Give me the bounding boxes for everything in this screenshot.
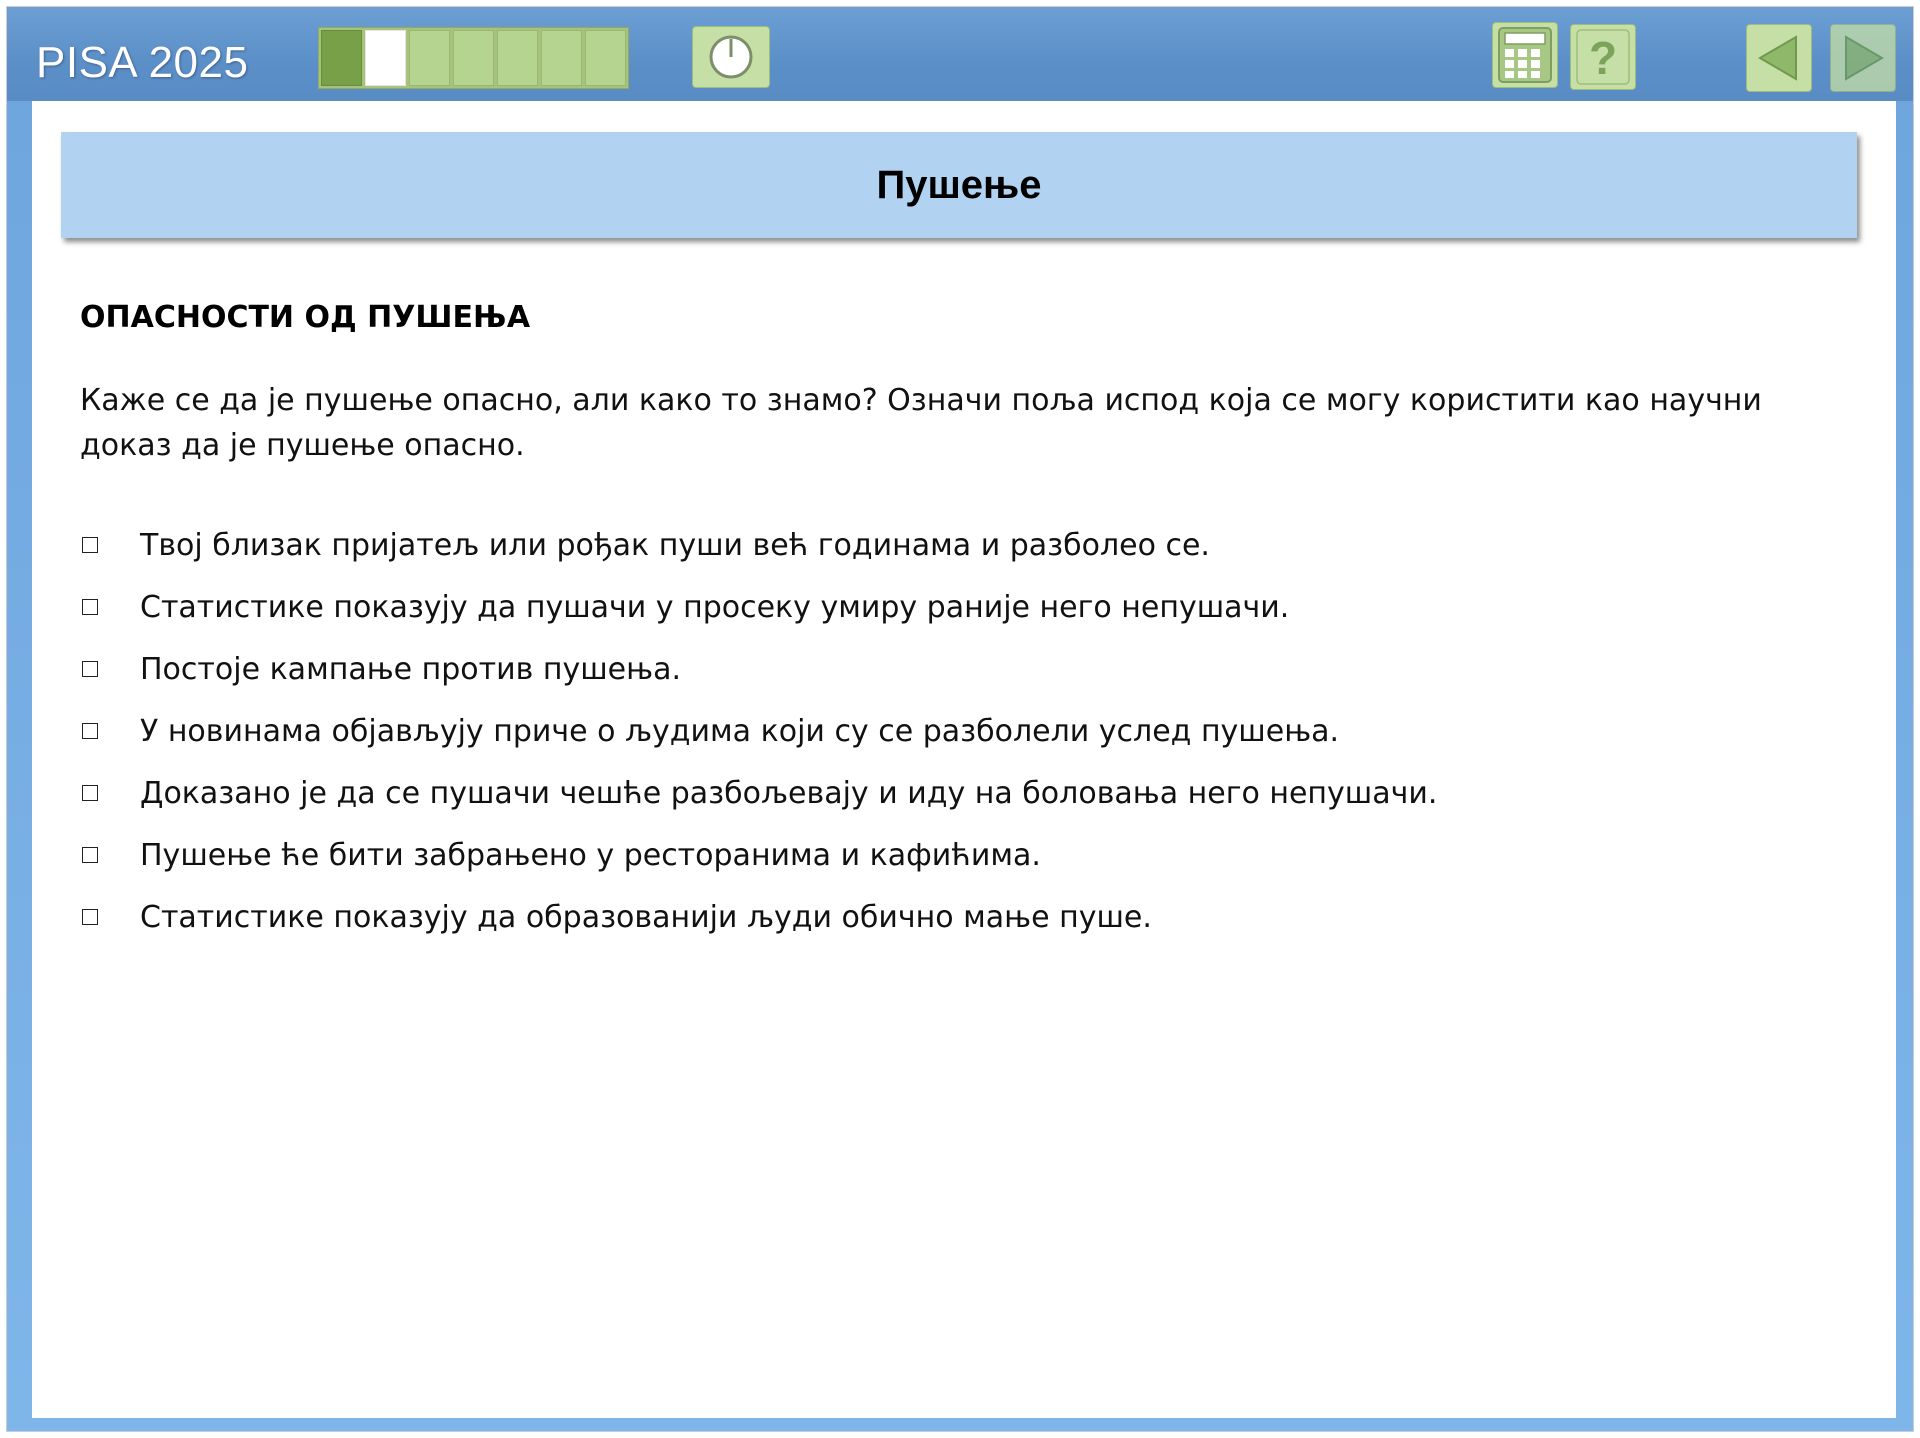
- question-intro: Каже се да је пушење опасно, али како то знамо? Означи поља испод која се могу користити као научни доказ да је пушење опасно.: [80, 383, 1762, 463]
- option-item[interactable]: [80, 638, 1840, 700]
- option-checkbox[interactable]: [82, 537, 98, 553]
- option-item[interactable]: [80, 514, 1840, 576]
- answer-options: [80, 514, 1840, 948]
- option-label: Постоје кампање против пушења.: [140, 651, 681, 687]
- calculator-icon: [1497, 26, 1553, 84]
- question-heading: ОПАСНОСТИ ОД ПУШЕЊА: [80, 300, 531, 335]
- option-checkbox[interactable]: [82, 723, 98, 739]
- option-checkbox[interactable]: [82, 661, 98, 677]
- help-button[interactable]: [1570, 24, 1636, 90]
- option-item[interactable]: [80, 700, 1840, 762]
- option-label: Пушење ће бити забрањено у ресторанима и кафићима.: [140, 837, 1041, 873]
- help-label: ?: [1588, 32, 1618, 84]
- next-button[interactable]: [1830, 24, 1896, 92]
- brand-title: PISA 2025: [36, 38, 249, 87]
- option-label: Статистике показују да пушачи у просеку умиру раније него непушачи.: [140, 589, 1290, 625]
- triangle-left-icon: [1754, 33, 1804, 83]
- option-item[interactable]: [80, 762, 1840, 824]
- clock-icon: [707, 33, 755, 81]
- progress-step: [453, 30, 494, 86]
- progress-step: [497, 30, 538, 86]
- progress-step: [585, 30, 626, 86]
- option-checkbox[interactable]: [82, 785, 98, 801]
- help-icon: [1575, 28, 1631, 86]
- option-checkbox[interactable]: [82, 599, 98, 615]
- option-item[interactable]: [80, 886, 1840, 948]
- option-label: Статистике показују да образованији људи обично мање пуше.: [140, 899, 1152, 935]
- option-label: Твој близак пријатељ или рођак пуши већ годинама и разболео се.: [140, 527, 1210, 563]
- previous-button[interactable]: [1746, 24, 1812, 92]
- unit-title: Пушење: [876, 162, 1042, 207]
- progress-step: [321, 30, 362, 86]
- option-checkbox[interactable]: [82, 909, 98, 925]
- progress-step-current: [365, 30, 406, 86]
- option-item[interactable]: [80, 576, 1840, 638]
- timer-button[interactable]: [692, 26, 770, 88]
- progress-step: [541, 30, 582, 86]
- option-checkbox[interactable]: [82, 847, 98, 863]
- progress-bar: [318, 27, 629, 89]
- option-label: Доказано је да се пушачи чешће разбољевају и иду на боловања него непушачи.: [140, 775, 1438, 811]
- unit-title-band: [61, 132, 1857, 238]
- option-label: У новинама објављују приче о људима који су се разболели услед пушења.: [140, 713, 1340, 749]
- option-item[interactable]: [80, 824, 1840, 886]
- calculator-button[interactable]: [1492, 22, 1558, 88]
- triangle-right-icon: [1838, 33, 1888, 83]
- progress-step: [409, 30, 450, 86]
